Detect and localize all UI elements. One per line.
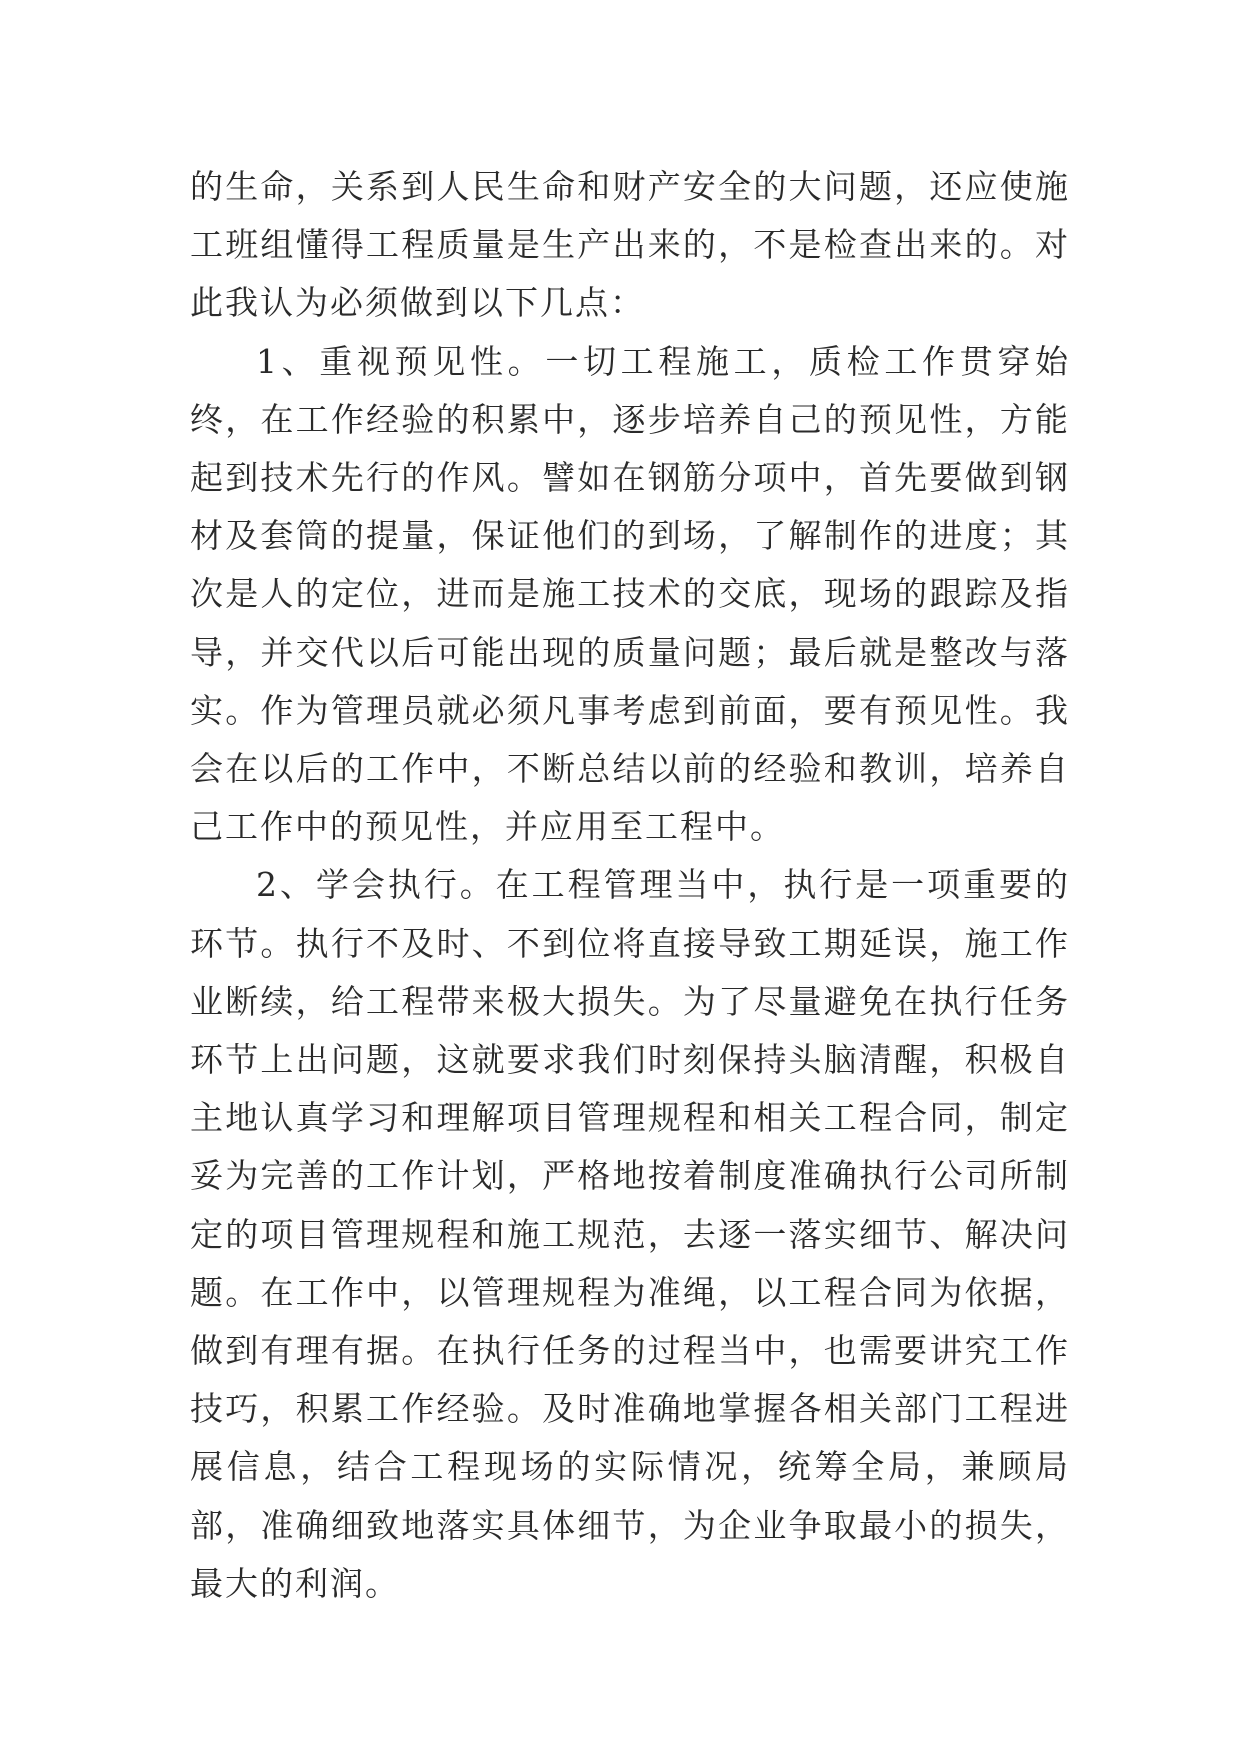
paragraph-item-2: 2、学会执行。在工程管理当中，执行是一项重要的环节。执行不及时、不到位将直接导致工期延误，施工作业断续，给工程带来极大损失。为了尽量避免在执行任务环节上出问题，这就要求我们时刻保持头脑清醒，积极自主地认真学习和理解项目管理规程和相关工程合同，制定妥为完善的工作计划，严格地按着制度准确执行公司所制定的项目管理规程和施工规范，去逐一落实细节、解决问题。在工作中，以管理规程为准绳，以工程合同为依据，做到有理有据。在执行任务的过程当中，也需要讲究工作技巧，积累工作经验。及时准确地掌握各相关部门工程进展信息，结合工程现场的实际情况，统筹全局，兼顾局部，准确细致地落实具体细节，为企业争取最小的损失，最大的利润。	[190, 865, 1070, 1603]
paragraph-continuation: 的生命，关系到人民生命和财产安全的大问题，还应使施工班组懂得工程质量是生产出来的，不是检查出来的。对此我认为必须做到以下几点：	[190, 167, 1070, 323]
document-body	[190, 158, 1070, 1613]
paragraph-item-1: 1、重视预见性。一切工程施工，质检工作贯穿始终，在工作经验的积累中，逐步培养自己的预见性，方能起到技术先行的作风。譬如在钢筋分项中，首先要做到钢材及套筒的提量，保证他们的到场，了解制作的进度；其次是人的定位，进而是施工技术的交底，现场的跟踪及指导，并交代以后可能出现的质量问题；最后就是整改与落实。作为管理员就必须凡事考虑到前面，要有预见性。我会在以后的工作中，不断总结以前的经验和教训，培养自己工作中的预见性，并应用至工程中。	[190, 341, 1070, 847]
